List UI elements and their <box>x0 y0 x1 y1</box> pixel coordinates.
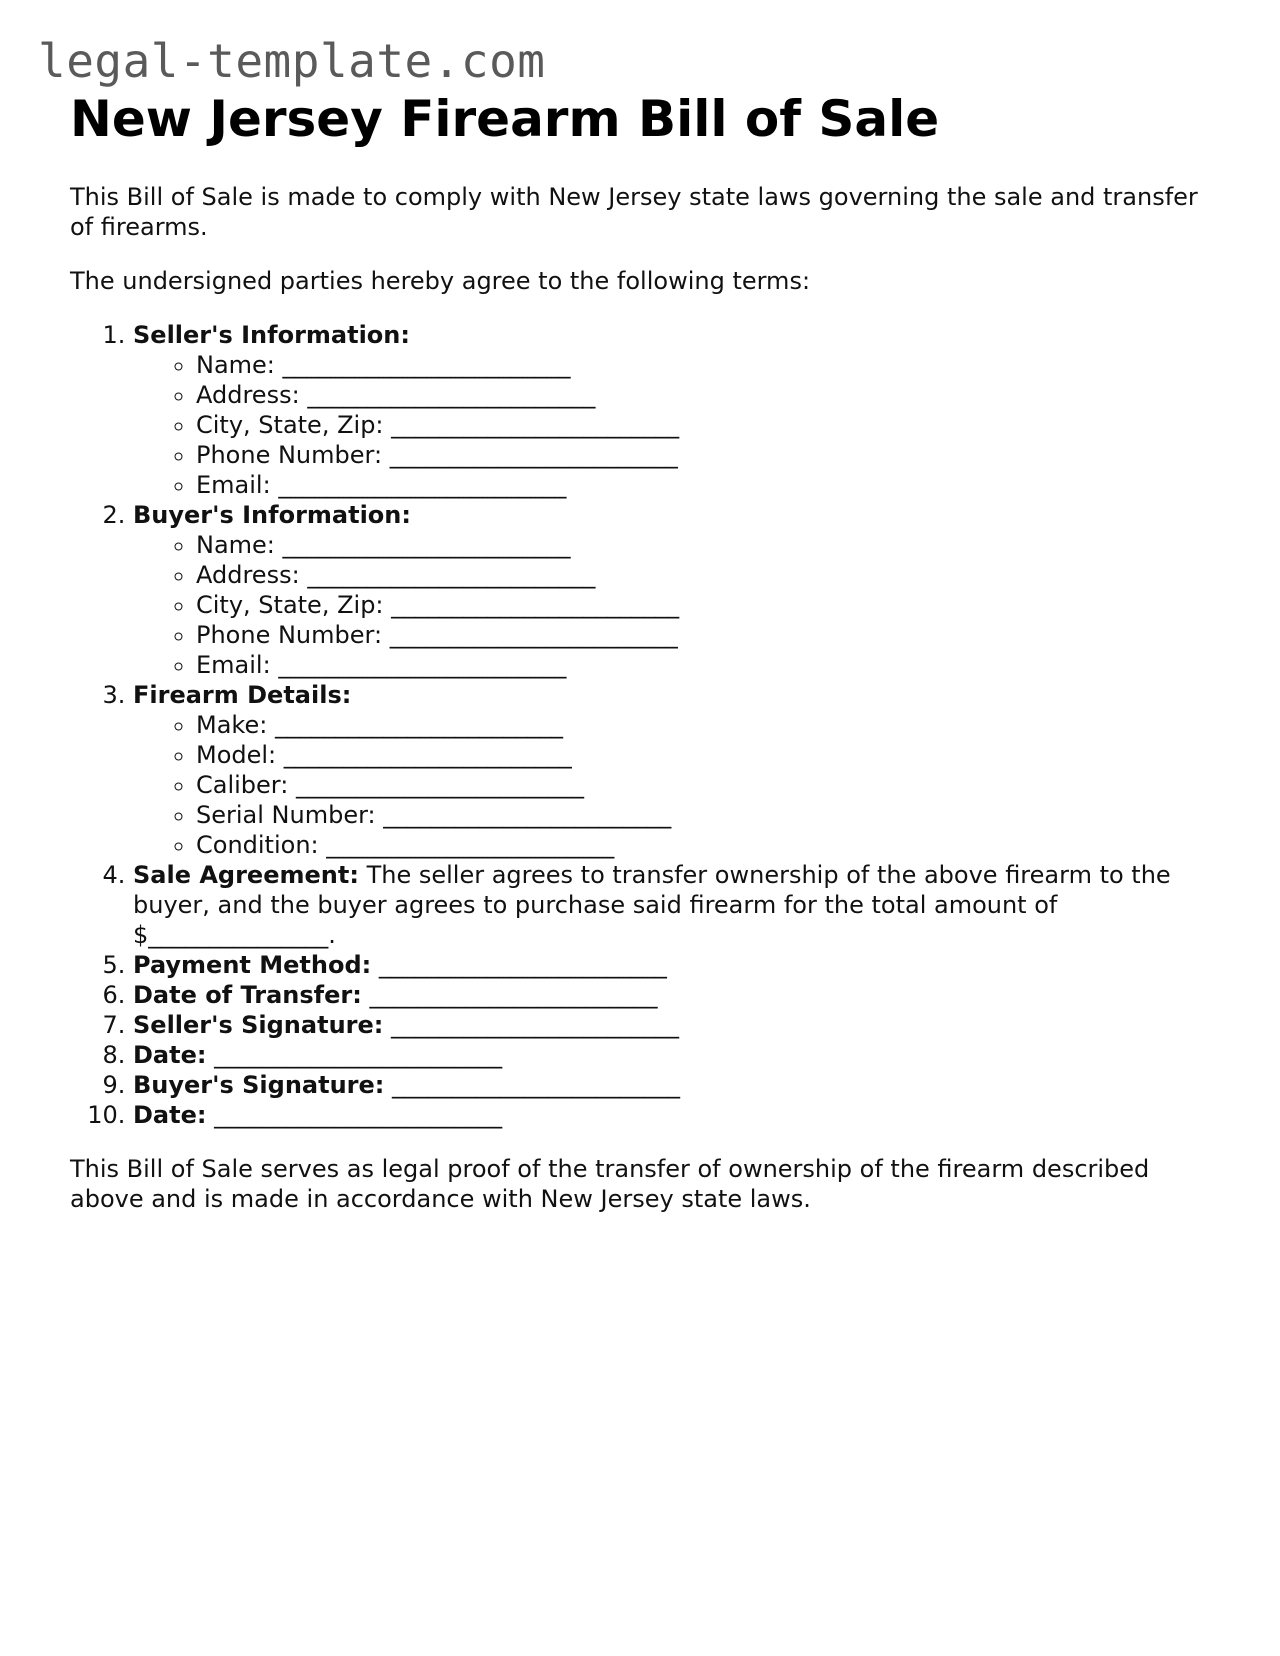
buyer-date-field: 10. Date: ________________________ <box>133 1100 1210 1130</box>
blank-line[interactable]: ________________________ <box>214 1101 503 1129</box>
seller-name-field: ◦ Name: ________________________ <box>196 350 1210 380</box>
firearm-condition-field: ◦ Condition: ________________________ <box>196 830 1210 860</box>
seller-section <box>133 320 1210 500</box>
blank-line[interactable]: ________________________ <box>282 531 571 559</box>
seller-city-field: ◦ City, State, Zip: ________________________ <box>196 410 1210 440</box>
buyer-address-field: ◦ Address: ________________________ <box>196 560 1210 590</box>
blank-line[interactable]: ________________________ <box>307 381 596 409</box>
payment-method-field: 5. Payment Method: ________________________ <box>133 950 1210 980</box>
blank-line[interactable]: ________________________ <box>214 1041 503 1069</box>
page-title: New Jersey Firearm Bill of Sale <box>70 90 940 148</box>
buyer-phone-field: ◦ Phone Number: ________________________ <box>196 620 1210 650</box>
blank-line[interactable]: ________________________ <box>389 621 678 649</box>
blank-line[interactable]: ________________________ <box>278 471 567 499</box>
buyer-heading: Buyer's Information: <box>133 501 411 529</box>
seller-signature-field: 7. Seller's Signature: ________________________ <box>133 1010 1210 1040</box>
seller-date-field: 8. Date: ________________________ <box>133 1040 1210 1070</box>
agreement-paragraph: The undersigned parties hereby agree to the following terms: <box>70 267 811 295</box>
buyer-name-field: ◦ Name: ________________________ <box>196 530 1210 560</box>
firearm-heading: Firearm Details: <box>133 681 352 709</box>
firearm-model-field: ◦ Model: ________________________ <box>196 740 1210 770</box>
seller-email-field: ◦ Email: ________________________ <box>196 470 1210 500</box>
blank-line[interactable]: ________________________ <box>369 981 658 1009</box>
buyer-fields <box>133 530 1210 680</box>
blank-line[interactable]: ________________________ <box>274 711 563 739</box>
transfer-date-field: 6. Date of Transfer: ________________________ <box>133 980 1210 1010</box>
blank-line[interactable]: ________________________ <box>392 1071 681 1099</box>
blank-line[interactable]: ________________________ <box>326 831 615 859</box>
buyer-city-field: ◦ City, State, Zip: ________________________ <box>196 590 1210 620</box>
blank-line[interactable]: ________________________ <box>295 771 584 799</box>
sale-heading: Sale Agreement: <box>133 861 359 889</box>
blank-line[interactable]: ________________________ <box>391 411 680 439</box>
blank-line[interactable]: ________________________ <box>283 741 572 769</box>
document-body <box>70 90 1210 1238</box>
terms-list <box>70 320 1210 1130</box>
closing-paragraph: This Bill of Sale serves as legal proof of the transfer of ownership of the firearm described above and is made in accordance with New Jersey state laws. <box>70 1155 1150 1213</box>
blank-line[interactable]: ________________________ <box>391 1011 679 1039</box>
blank-line[interactable]: ________________________ <box>307 561 596 589</box>
blank-line[interactable]: ________________________ <box>278 651 567 679</box>
firearm-fields <box>133 710 1210 860</box>
buyer-signature-field: 9. Buyer's Signature: ________________________ <box>133 1070 1210 1100</box>
blank-line[interactable]: ________________________ <box>383 801 672 829</box>
blank-line[interactable]: ________________________ <box>378 951 667 979</box>
blank-line[interactable]: ________________________ <box>389 441 678 469</box>
seller-fields <box>133 350 1210 500</box>
sale-agreement-section <box>133 860 1210 950</box>
firearm-section <box>133 680 1210 860</box>
buyer-section <box>133 500 1210 680</box>
buyer-email-field: ◦ Email: ________________________ <box>196 650 1210 680</box>
sale-text: The seller agrees to transfer ownership of the above firearm to the buyer, and the buyer agrees to purchase said firearm for the total amount of $_______________. <box>133 861 1171 949</box>
seller-address-field: ◦ Address: ________________________ <box>196 380 1210 410</box>
seller-phone-field: ◦ Phone Number: ________________________ <box>196 440 1210 470</box>
intro-paragraph: This Bill of Sale is made to comply with New Jersey state laws governing the sale and transfer of firearms. <box>70 183 1198 241</box>
site-watermark: legal-template.com <box>38 34 546 88</box>
seller-heading: Seller's Information: <box>133 321 410 349</box>
firearm-serial-field: ◦ Serial Number: ________________________ <box>196 800 1210 830</box>
blank-line[interactable]: ________________________ <box>391 591 680 619</box>
blank-line[interactable]: ________________________ <box>282 351 571 379</box>
firearm-caliber-field: ◦ Caliber: ________________________ <box>196 770 1210 800</box>
firearm-make-field: ◦ Make: ________________________ <box>196 710 1210 740</box>
